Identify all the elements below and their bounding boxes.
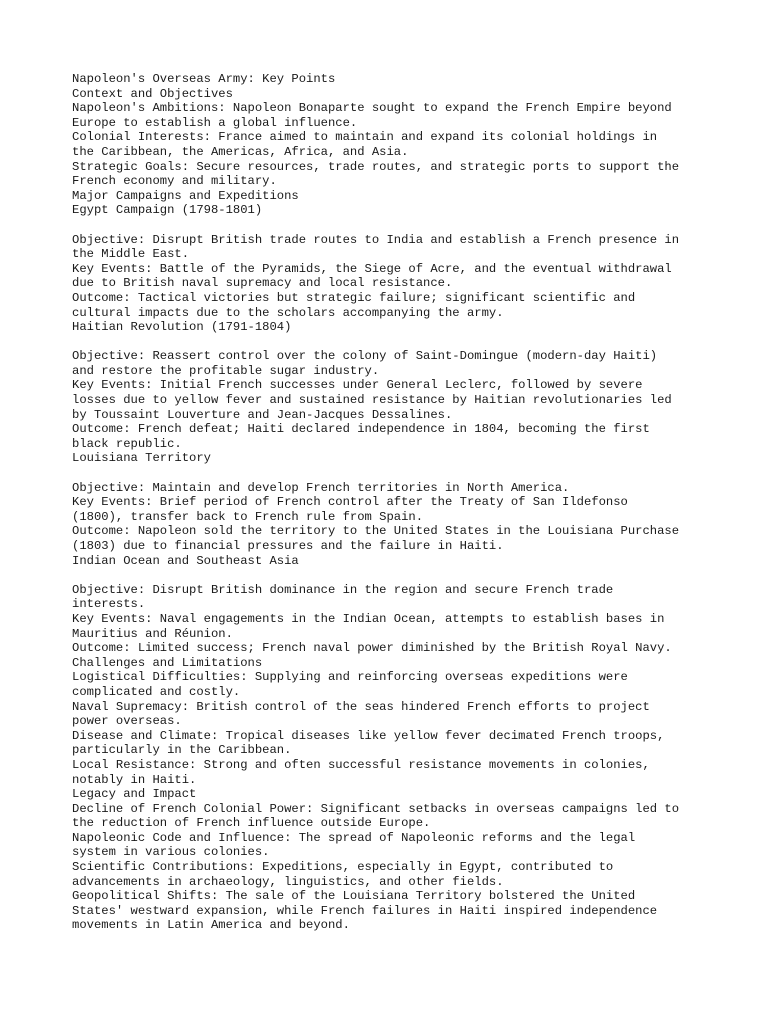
text-line: (1800), transfer back to French rule from Spain. bbox=[72, 509, 424, 524]
text-line: the Caribbean, the Americas, Africa, and Asia. bbox=[72, 144, 409, 159]
text-line: Objective: Maintain and develop French territories in North America. bbox=[72, 480, 570, 495]
text-line: black republic. bbox=[72, 436, 182, 451]
text-line: States' westward expansion, while French failures in Haiti inspired independence bbox=[72, 903, 658, 918]
text-line: Legacy and Impact bbox=[72, 787, 197, 802]
text-line: Major Campaigns and Expeditions bbox=[72, 188, 299, 203]
text-line: Scientific Contributions: Expeditions, especially in Egypt, contributed to bbox=[72, 860, 614, 875]
text-line: complicated and costly. bbox=[72, 684, 241, 699]
text-line: Napoleon's Overseas Army: Key Points bbox=[72, 72, 336, 86]
text-line: Mauritius and Réunion. bbox=[72, 626, 233, 641]
text-line: Key Events: Brief period of French control after the Treaty of San Ildefonso bbox=[72, 495, 628, 510]
text-line: Key Events: Naval engagements in the Indian Ocean, attempts to establish bases in bbox=[72, 611, 665, 626]
text-line: by Toussaint Louverture and Jean-Jacques Dessalines. bbox=[72, 407, 453, 422]
text-line: Outcome: Tactical victories but strategic failure; significant scientific and bbox=[72, 290, 636, 305]
text-line: Louisiana Territory bbox=[72, 451, 211, 466]
text-line: Napoleonic Code and Influence: The spread of Napoleonic reforms and the legal bbox=[72, 830, 636, 845]
text-line: (1803) due to financial pressures and the failure in Haiti. bbox=[72, 539, 504, 553]
text-line: Napoleon's Ambitions: Napoleon Bonaparte sought to expand the French Empire beyond bbox=[72, 101, 672, 116]
text-line: movements in Latin America and beyond. bbox=[72, 918, 350, 933]
text-line: particularly in the Caribbean. bbox=[72, 743, 292, 758]
text-line: system in various colonies. bbox=[72, 845, 270, 860]
text-line: Challenges and Limitations bbox=[72, 655, 263, 670]
blank-line bbox=[72, 568, 712, 583]
text-line: Egypt Campaign (1798-1801) bbox=[72, 203, 263, 218]
text-line: Outcome: French defeat; Haiti declared independence in 1804, becoming the first bbox=[72, 422, 650, 437]
text-line: Haitian Revolution (1791-1804) bbox=[72, 320, 292, 335]
text-line: the Middle East. bbox=[72, 247, 190, 262]
text-line: due to British naval supremacy and local resistance. bbox=[72, 276, 453, 291]
text-line: and restore the profitable sugar industry. bbox=[72, 363, 380, 378]
text-line: Local Resistance: Strong and often successful resistance movements in colonies, bbox=[72, 757, 650, 772]
text-line: Objective: Disrupt British trade routes to India and establish a French presence in bbox=[72, 232, 680, 247]
text-line: Context and Objectives bbox=[72, 86, 233, 101]
blank-line bbox=[72, 335, 712, 350]
text-line: notably in Haiti. bbox=[72, 772, 197, 787]
text-line: French economy and military. bbox=[72, 174, 277, 189]
text-line: interests. bbox=[72, 597, 146, 612]
text-line: losses due to yellow fever and sustained resistance by Haitian revolutionaries led bbox=[72, 393, 672, 408]
text-line: Logistical Difficulties: Supplying and reinforcing overseas expeditions were bbox=[72, 670, 628, 685]
text-line: Disease and Climate: Tropical diseases like yellow fever decimated French troops, bbox=[72, 728, 665, 743]
text-line: Decline of French Colonial Power: Significant setbacks in overseas campaigns led to bbox=[72, 801, 680, 816]
text-line: Objective: Reassert control over the colony of Saint-Domingue (modern-day Haiti) bbox=[72, 349, 658, 364]
text-line: power overseas. bbox=[72, 714, 182, 729]
blank-line bbox=[72, 466, 712, 481]
blank-line bbox=[72, 218, 712, 233]
text-line: cultural impacts due to the scholars accompanying the army. bbox=[72, 305, 504, 320]
text-line: Strategic Goals: Secure resources, trade routes, and strategic ports to support the bbox=[72, 159, 680, 174]
text-line: Key Events: Battle of the Pyramids, the Siege of Acre, and the eventual withdrawal bbox=[72, 261, 672, 276]
text-line: Naval Supremacy: British control of the seas hindered French efforts to project bbox=[72, 699, 650, 714]
text-line: Europe to establish a global influence. bbox=[72, 115, 358, 130]
text-line: Colonial Interests: France aimed to maintain and expand its colonial holdings in bbox=[72, 130, 658, 145]
text-line: advancements in archaeology, linguistics, and other fields. bbox=[72, 874, 504, 889]
text-line: Objective: Disrupt British dominance in the region and secure French trade bbox=[72, 582, 614, 597]
text-line: the reduction of French influence outside Europe. bbox=[72, 816, 431, 831]
document-body bbox=[72, 72, 712, 933]
text-line: Key Events: Initial French successes under General Leclerc, followed by severe bbox=[72, 378, 643, 393]
text-line: Indian Ocean and Southeast Asia bbox=[72, 553, 299, 568]
text-line: Outcome: Napoleon sold the territory to the United States in the Louisiana Purchase bbox=[72, 524, 680, 539]
text-line: Geopolitical Shifts: The sale of the Louisiana Territory bolstered the United bbox=[72, 889, 636, 904]
text-line: Outcome: Limited success; French naval power diminished by the British Royal Navy. bbox=[72, 641, 672, 656]
